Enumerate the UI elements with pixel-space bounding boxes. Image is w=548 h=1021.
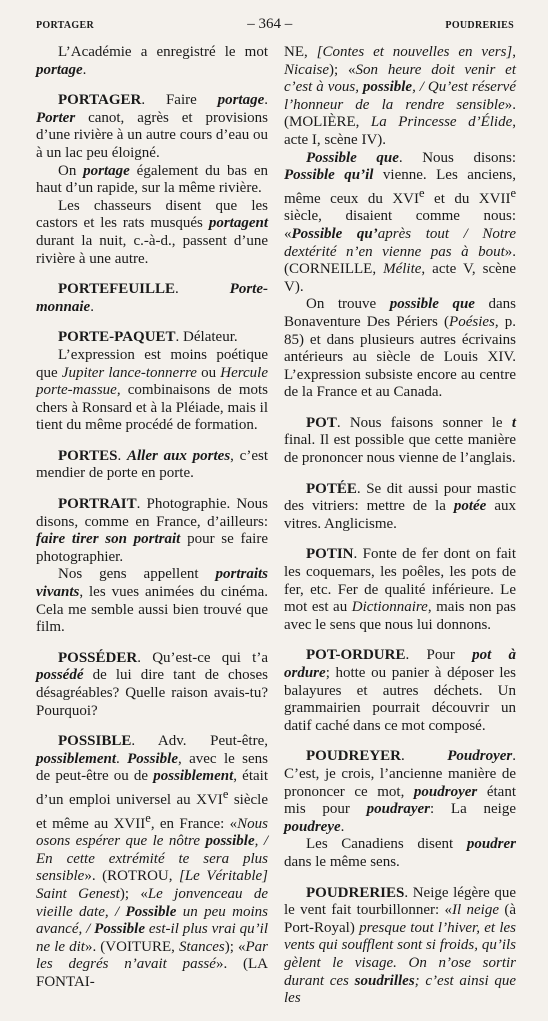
headword: POUDREYER [306, 748, 402, 765]
entry-pot-ordure: POT-ORDURE. Pour pot à ordure; hotte ou panier à déposer les balayures et autres déchets. Un grammairien pourrait découvrir un datif caché dans ce mot composé. [284, 647, 517, 734]
headword: POT [306, 414, 337, 431]
entry-portefeuille: PORTEFEUILLE. Porte-monnaie. [36, 281, 268, 315]
entry-posseder: POSSÉDER. Qu’est-ce qui t’a possédé de lui dire tant de choses désagréables? Quelle raison avais-tu? Pourquoi? [36, 649, 268, 719]
entry-potin: POTIN. Fonte de fer dont on fait les coquemars, les poêles, les pots de fer, etc. Fer de qualité inférieure. Le mot est au Dictionnaire, mais non pas avec le sens que nous lui donnons. [284, 546, 516, 633]
headword: POUDRERIES [306, 884, 405, 901]
entry-pot: POT. Nous faisons sonner le t final. Il est possible que cette manière de prononcer nous vienne de l’anglais. [284, 414, 516, 467]
headword: POT-ORDURE [306, 647, 406, 664]
headword: PORTEFEUILLE [58, 281, 175, 298]
entry-possible-continued: NE, [Contes et nouvelles en vers], Nicaise); «Son heure doit venir et c’est à vous, possible, / Qu’est réservé l’honneur de la rendre sensible». (MOLIÈRE, La Princesse d’Élide, acte I, scène IV). Possible que. Nous disons: Possible qu’il vienne. Les anciens, même ceux du XVIe et du XVIIe siècle, disaient comme nous: «Possible qu’après tout / Notre dextérité n’en vienne pas à bout». (CORNEILLE, Mélite, acte V, scène V). On trouve possible que dans Bonaventure Des Périers (Poésies, p. 85) et dans plusieurs autres écrivains antérieurs au siècle de Louis XIV. L’expression subsiste encore au centre de la France et au Canada. [284, 44, 517, 401]
headword: POSSIBLE [58, 733, 132, 750]
entry-portrait: PORTRAIT. Photographie. Nous disons, comme en France, d’ailleurs: faire tirer son portrait pour se faire photographier. Nos gens appellent portraits vivants, les vues animées du cinéma. Cela me semble aussi bien trouvé que film. [36, 496, 268, 636]
headword: POTÉE [306, 480, 357, 497]
entry-portes: PORTES. Aller aux portes, c’est mendier de porte en porte. [36, 447, 268, 482]
entry-possible: POSSIBLE. Adv. Peut-être, possiblement. Possible, avec le sens de peut-être ou de possiblement, était d’un emploi universel au XVIe siècle et même au XVIIe, en France: «Nous osons espérer que le nôtre possible, / En cette extrémité te sera plus sensible». (ROTROU, [Le Véritable] Saint Genest); «Le jonvenceau de vieille date, / Possible un peu moins avancé, / Possible est-il plus vrai qu’il ne le dit». (VOITURE, Stances); «Par les degrés n’avait passé». (LA FONTAI- [36, 733, 269, 990]
headword: POSSÉDER [58, 649, 138, 666]
headword: PORTAGER [58, 92, 142, 109]
entry-poudreyer: POUDREYER. Poudroyer. C’est, je crois, l’ancienne manière de prononcer ce mot, poudroyer étant mis pour poudrayer: La neige poudreye. Les Canadiens disent poudrer dans le même sens. [284, 748, 516, 870]
page-number: – 364 – [247, 16, 293, 32]
entry-potee: POTÉE. Se dit aussi pour mastic des vitriers: mettre de la potée aux vitres. Anglicisme. [284, 480, 516, 532]
headword: POTIN [306, 546, 354, 563]
running-head-right: POUDRERIES [445, 20, 514, 31]
page-header [36, 16, 514, 36]
entry-portager: PORTAGER. Faire portage. Porter canot, agrès et provisions d’une rivière à un autre cours d’eau ou à un lac peu éloigné. On portage également du bas en haut d’un rapide, sur la même rivière. Les chasseurs disent que les castors et les rats musqués portagent durant la nuit, c.-à-d., passent d’une rivière à une autre. [36, 92, 268, 267]
headword: PORTE-PAQUET [58, 329, 176, 346]
headword: PORTES [58, 447, 118, 464]
left-column [36, 44, 268, 1005]
running-head-left: PORTAGER [36, 20, 94, 31]
right-column [284, 44, 516, 1021]
entry-portage-note: L’Académie a enregistré le mot portage. [36, 44, 268, 78]
headword: PORTRAIT [58, 496, 137, 513]
entry-poudreries: POUDRERIES. Neige légère que le vent fait tourbillonner: «Il neige (à Port-Royal) presque tout l’hiver, et les vents qui soufflent sont si froids, qu’ils gèlent le visage. On n’ose sortir durant ces soudrilles; c’est ainsi que les [284, 884, 517, 1007]
entry-porte-paquet: PORTE-PAQUET. Délateur. L’expression est moins poétique que Jupiter lance-tonnerre ou Hercule porte-massue, combinaisons de mots chers à Ronsard et à la Pléiade, mais il tient du même procédé de formation. [36, 329, 268, 434]
